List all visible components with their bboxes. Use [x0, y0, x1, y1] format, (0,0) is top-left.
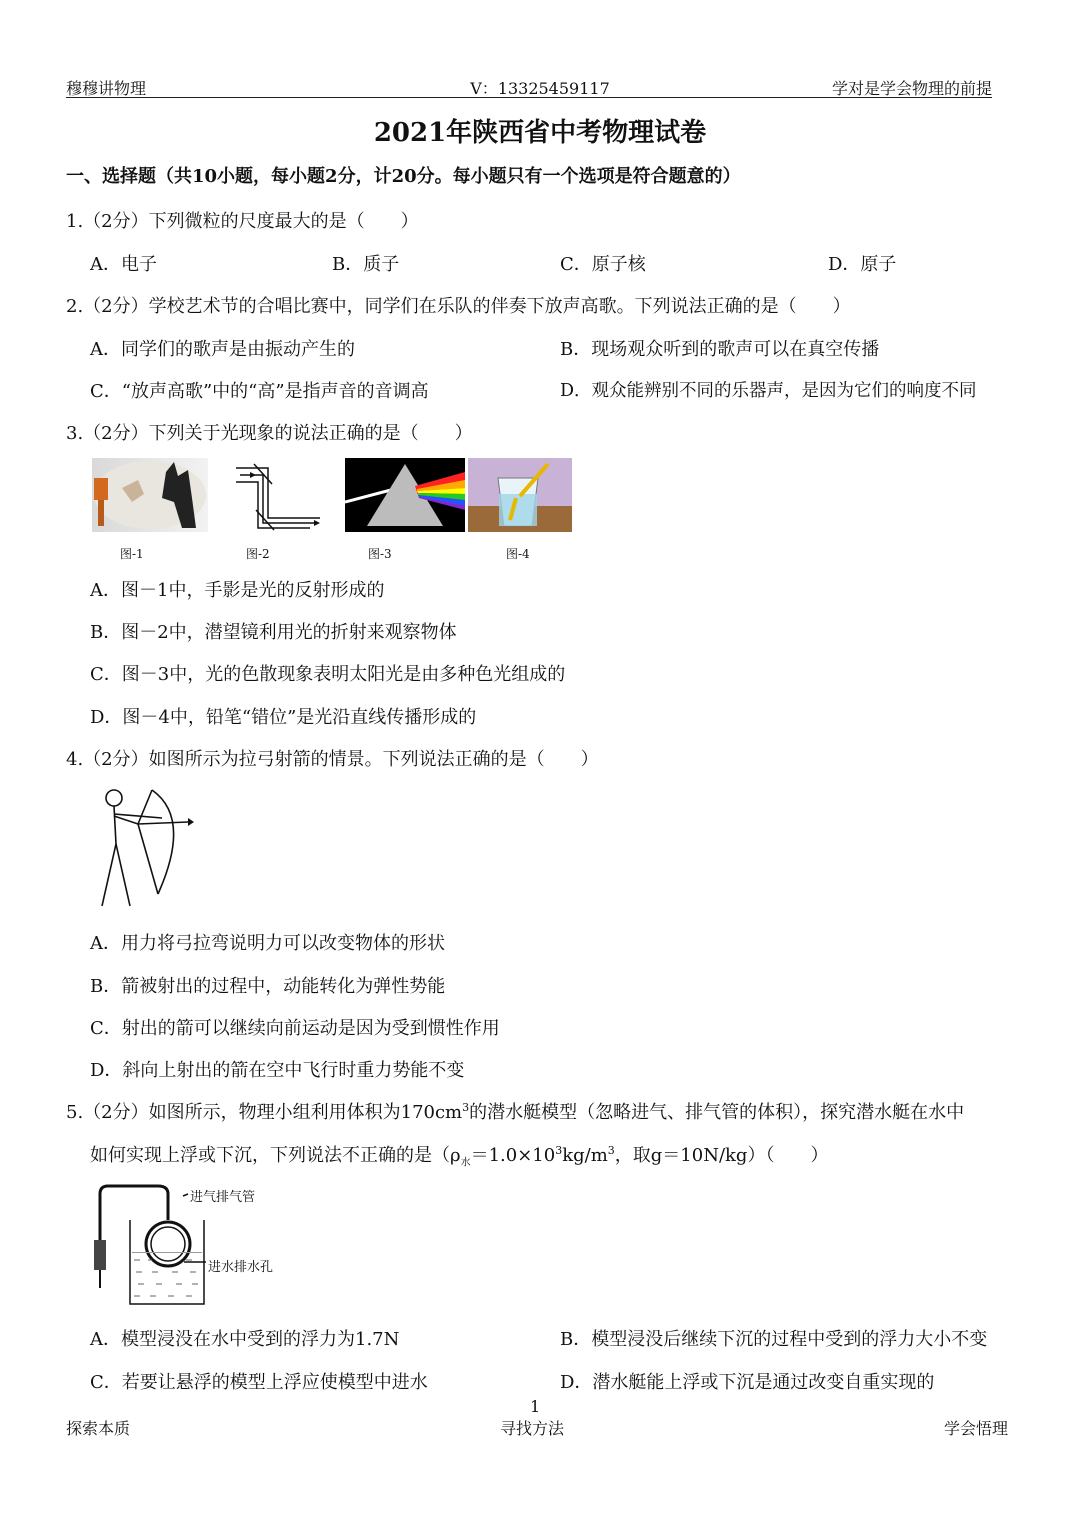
- q3-stem: 3.（2分）下列关于光现象的说法正确的是（ ）: [66, 423, 473, 444]
- q5-stem-line1: [66, 1098, 964, 1124]
- q2-option-b: B．现场观众听到的歌声可以在真空传播: [560, 339, 880, 360]
- q3-option-b: B．图－2中，潜望镜利用光的折射来观察物体: [90, 622, 457, 643]
- q5-option-a: A．模型浸没在水中受到的浮力为1.7N: [90, 1329, 400, 1350]
- pencil-glass-figure: [468, 458, 572, 532]
- footer-right: 学会悟理: [943, 1419, 1008, 1438]
- section-heading: 一、选择题（共10小题，每小题2分，计20分。每小题只有一个选项是符合题意的）: [66, 166, 741, 187]
- q4-stem: 4.（2分）如图所示为拉弓射箭的情景。下列说法正确的是（ ）: [66, 749, 599, 770]
- q5-line2-a: 如何实现上浮或下沉，下列说法不正确的是（ρ: [90, 1145, 461, 1166]
- q1-option-b: B．质子: [332, 254, 400, 275]
- q4-option-a: A．用力将弓拉弯说明力可以改变物体的形状: [90, 933, 445, 954]
- q5-line2-b: ＝1.0×10: [470, 1145, 556, 1166]
- q5-sup3: 3: [607, 1144, 615, 1157]
- q5-line2-d: ，取g＝10N/kg）（ ）: [614, 1145, 829, 1166]
- q5-option-d: D．潜水艇能上浮或下沉是通过改变自重实现的: [560, 1372, 935, 1393]
- page-number: 1: [530, 1397, 541, 1416]
- q5-stem-a: 5.（2分）如图所示，物理小组利用体积为170cm: [66, 1102, 463, 1123]
- q5-stem-line2: [90, 1141, 828, 1169]
- q1-option-a: A．电子: [90, 254, 157, 275]
- submarine-model-figure: [88, 1180, 288, 1310]
- header-left: 穆穆讲物理: [66, 79, 147, 98]
- fig-caption-2: 图-2: [246, 547, 270, 561]
- fig-caption-1: 图-1: [120, 547, 144, 561]
- footer-center: 寻找方法: [500, 1419, 565, 1438]
- prism-figure: [345, 458, 465, 532]
- q3-option-d: D．图－4中，铅笔“错位”是光沿直线传播形成的: [90, 707, 477, 728]
- q5-sup1: 3: [462, 1101, 470, 1114]
- periscope-figure: [230, 462, 326, 534]
- fig-caption-3: 图-3: [368, 547, 392, 561]
- archer-figure: [92, 784, 196, 912]
- q4-option-c: C．射出的箭可以继续向前运动是因为受到惯性作用: [90, 1018, 500, 1039]
- q1-stem: 1.（2分）下列微粒的尺度最大的是（ ）: [66, 211, 419, 232]
- q1-option-d: D．原子: [828, 254, 897, 275]
- q2-option-a: A．同学们的歌声是由振动产生的: [90, 339, 355, 360]
- fig-caption-4: 图-4: [506, 547, 530, 561]
- q5-sup2: 3: [555, 1144, 563, 1157]
- footer-left: 探索本质: [66, 1419, 131, 1438]
- q2-stem: 2.（2分）学校艺术节的合唱比赛中，同学们在乐队的伴奏下放声高歌。下列说法正确的是（ ）: [66, 296, 851, 317]
- header-right: 学对是学会物理的前提: [831, 79, 992, 98]
- fig-label-water-hole: 进水排水孔: [208, 1260, 274, 1275]
- q3-option-a: A．图－1中，手影是光的反射形成的: [90, 580, 385, 601]
- q5-line2-c: kg/m: [562, 1145, 608, 1166]
- page-title: 2021年陕西省中考物理试卷: [373, 118, 707, 148]
- q2-option-d: D．观众能辨别不同的乐器声，是因为它们的响度不同: [560, 381, 977, 401]
- q5-stem-b: 的潜水艇模型（忽略进气、排气管的体积），探究潜水艇在水中: [469, 1102, 965, 1123]
- q5-sub-water: 水: [460, 1157, 471, 1169]
- q2-option-c: C．“放声高歌”中的“高”是指声音的音调高: [90, 381, 429, 402]
- hand-shadow-figure: [92, 458, 208, 532]
- q1-option-c: C．原子核: [560, 254, 646, 275]
- header-center: V：13325459117: [470, 79, 610, 98]
- fig-label-air-tube: 进气排气管: [190, 1190, 256, 1205]
- q3-option-c: C．图－3中，光的色散现象表明太阳光是由多种色光组成的: [90, 664, 566, 685]
- q4-option-b: B．箭被射出的过程中，动能转化为弹性势能: [90, 976, 446, 997]
- q5-option-c: C．若要让悬浮的模型上浮应使模型中进水: [90, 1372, 428, 1393]
- q5-option-b: B．模型浸没后继续下沉的过程中受到的浮力大小不变: [560, 1329, 988, 1350]
- header-rule: [66, 97, 992, 98]
- q4-option-d: D．斜向上射出的箭在空中飞行时重力势能不变: [90, 1060, 465, 1081]
